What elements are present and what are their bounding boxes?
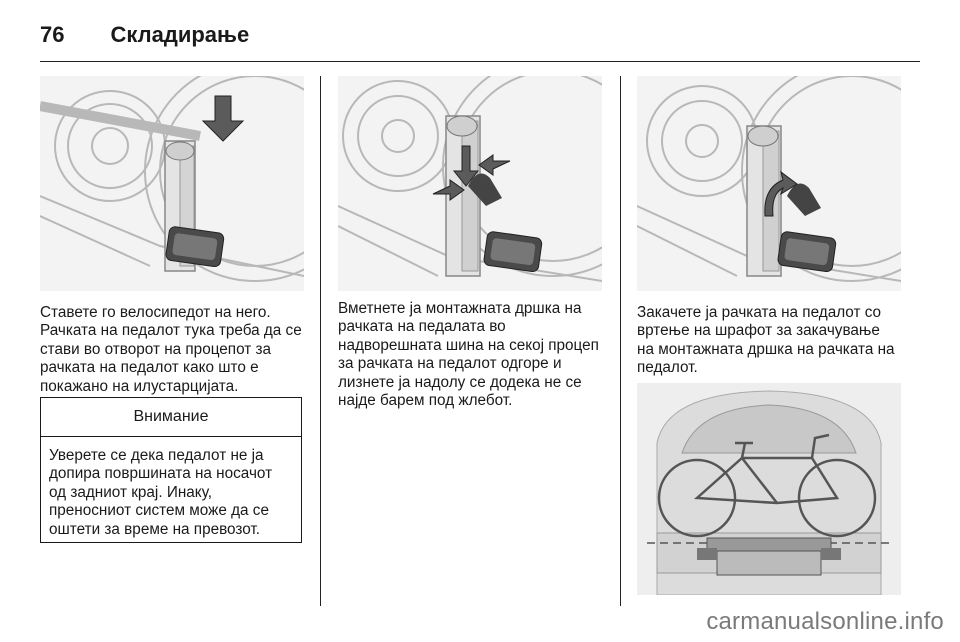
instruction-text-1: Ставете го велосипедот на него. Рачката на педалот тука треба да се стави во отворот на процепот за рачката на педалот како што е покажано на илустарцијата. <box>40 304 302 395</box>
warning-text: Уверете се дека педалот не ја допира површината на носачот од задниот крај. Инаку, преносниот систем може да се оштети за време на превозот. <box>49 447 273 538</box>
warning-box <box>40 397 302 543</box>
instruction-text-3: Закачете ја рачката на педалот со вртење на шрафот за закачување на монтажната дршка на рачката на педалот. <box>637 304 895 377</box>
column-2 <box>338 76 602 410</box>
pedal-clamp-screw-diagram <box>637 76 901 291</box>
column-1 <box>40 76 304 396</box>
bike-pedal-insert-diagram <box>40 76 304 291</box>
instruction-text-2: Вметнете ја монтажната дршка на рачката на педалата во надворешната шина на секој процеп за рачката на педалот одгоре и лизнете ја надолу се додека не се најде барем под жлебот. <box>338 300 599 410</box>
column-3 <box>637 76 901 378</box>
page-header <box>40 20 249 50</box>
warning-title: Внимание <box>41 398 301 437</box>
column-divider-1 <box>320 76 321 606</box>
pedal-clamp-arm-diagram <box>338 76 602 291</box>
column-divider-2 <box>620 76 621 606</box>
watermark: carmanualsonline.info <box>706 608 944 635</box>
page-number: 76 <box>40 22 65 47</box>
header-rule <box>40 61 920 62</box>
car-rear-bike-carrier-illustration <box>637 383 901 595</box>
chapter-title: Складирање <box>110 22 250 47</box>
